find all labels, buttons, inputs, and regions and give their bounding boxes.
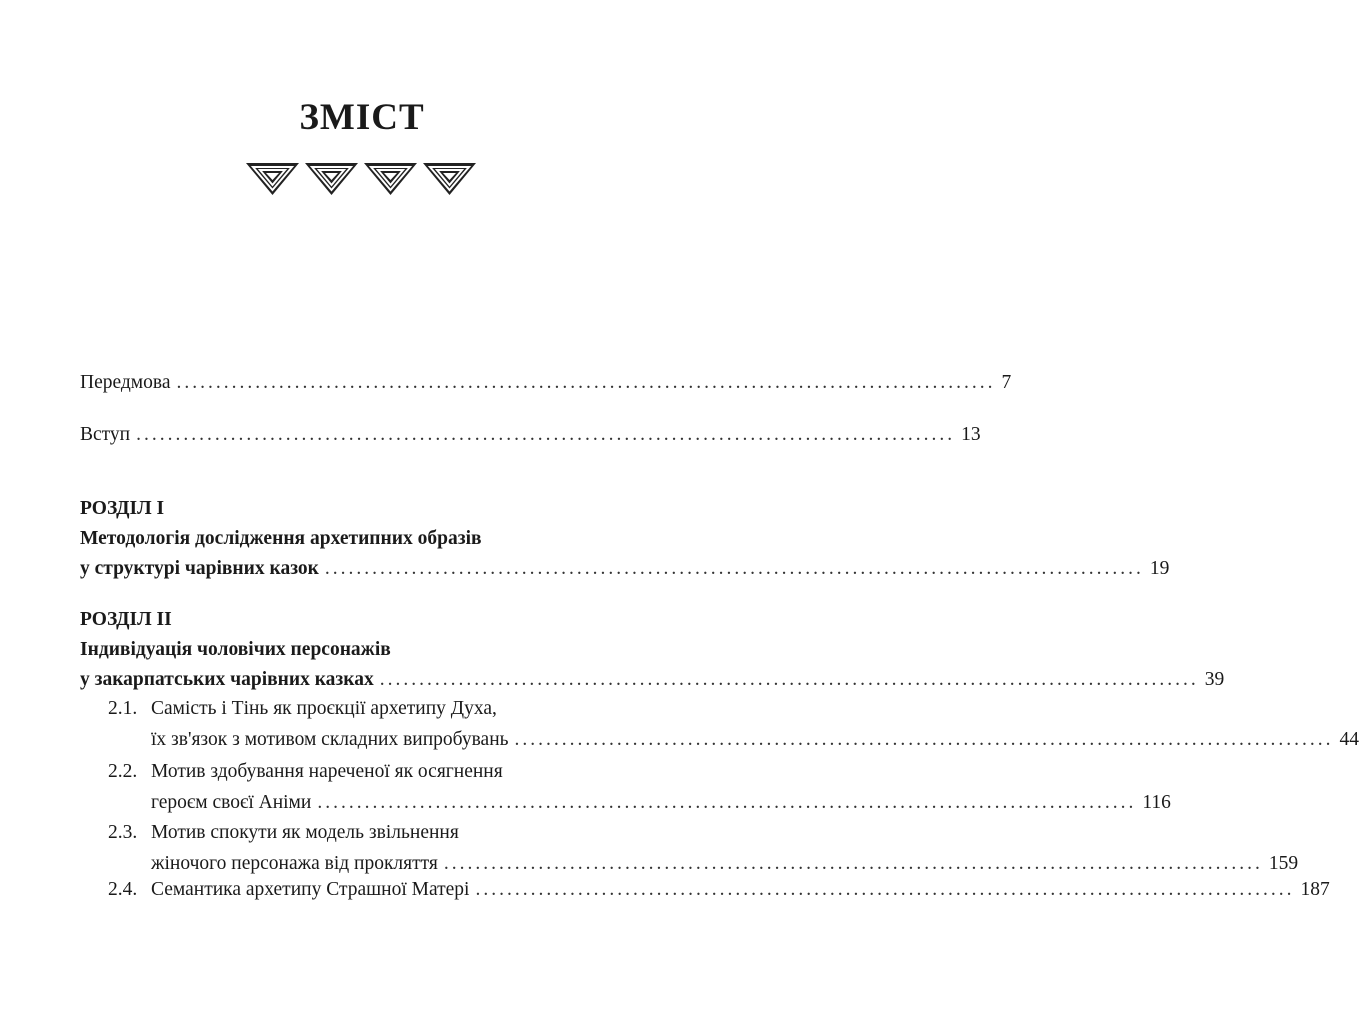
subsection-title-line: Мотив здобування нареченої як осягнення [151, 761, 503, 782]
subsection-number: 2.1. [108, 698, 138, 719]
section-title-line: у закарпатських чарівних казках [80, 669, 374, 690]
toc-subsection-2-1[interactable] [80, 693, 1359, 755]
leader-dots: ........................................................................................................ [136, 424, 956, 445]
leader-dots: ........................................................................................................ [317, 792, 1137, 813]
toc-page-number: 39 [1204, 669, 1225, 690]
toc-page-number: 19 [1149, 558, 1170, 579]
subsection-number: 2.4. [108, 879, 138, 900]
toc-page-number: 116 [1142, 792, 1171, 813]
toc-entry-foreword[interactable] [80, 368, 1012, 398]
toc-entry-label: Вступ [80, 424, 131, 445]
subsection-title-line: героєм своєї Аніми [151, 792, 312, 813]
subsection-number: 2.3. [108, 822, 138, 843]
toc-section-1[interactable] [80, 494, 1170, 584]
section-heading: РОЗДІЛ II [80, 609, 172, 630]
toc-page-number: 44 [1339, 729, 1359, 750]
toc-page-number: 187 [1300, 879, 1330, 900]
toc-subsection-2-4[interactable] [80, 874, 1330, 905]
leader-dots: ........................................................................................................ [475, 879, 1295, 900]
toc-page-number: 159 [1268, 853, 1299, 874]
section-title-line: у структурі чарівних казок [80, 558, 319, 579]
toc-subsection-2-2[interactable] [80, 756, 1171, 818]
toc-page-number: 7 [1001, 372, 1012, 393]
leader-dots: ........................................................................................................ [324, 558, 1144, 579]
page-title: ЗМІСТ [299, 97, 425, 138]
toc-page-number: 13 [961, 424, 981, 445]
toc-subsection-2-3[interactable] [80, 817, 1299, 879]
ornament-icon [244, 160, 480, 198]
section-heading: РОЗДІЛ I [80, 498, 165, 519]
subsection-title-line: їх зв'язок з мотивом складних випробувань [151, 729, 509, 750]
subsection-number: 2.2. [108, 761, 138, 782]
toc-section-2[interactable] [80, 605, 1225, 695]
toc-entry-label: Передмова [80, 372, 171, 393]
leader-dots: ........................................................................................................ [379, 669, 1199, 690]
subsection-title-line: жіночого персонажа від прокляття [151, 853, 438, 874]
subsection-title-line: Семантика архетипу Страшної Матері [151, 879, 470, 900]
subsection-title-line: Мотив спокути як модель звільнення [151, 822, 459, 843]
toc-entry-introduction[interactable] [80, 420, 981, 450]
leader-dots: ........................................................................................................ [514, 729, 1334, 750]
subsection-title-line: Самість і Тінь як проєкції архетипу Духа, [151, 698, 497, 719]
section-title-line: Методологія дослідження архетипних образів [80, 528, 482, 549]
leader-dots: ........................................................................................................ [443, 853, 1263, 874]
section-title-line: Індивідуація чоловічих персонажів [80, 639, 391, 660]
leader-dots: ........................................................................................................ [176, 372, 996, 393]
